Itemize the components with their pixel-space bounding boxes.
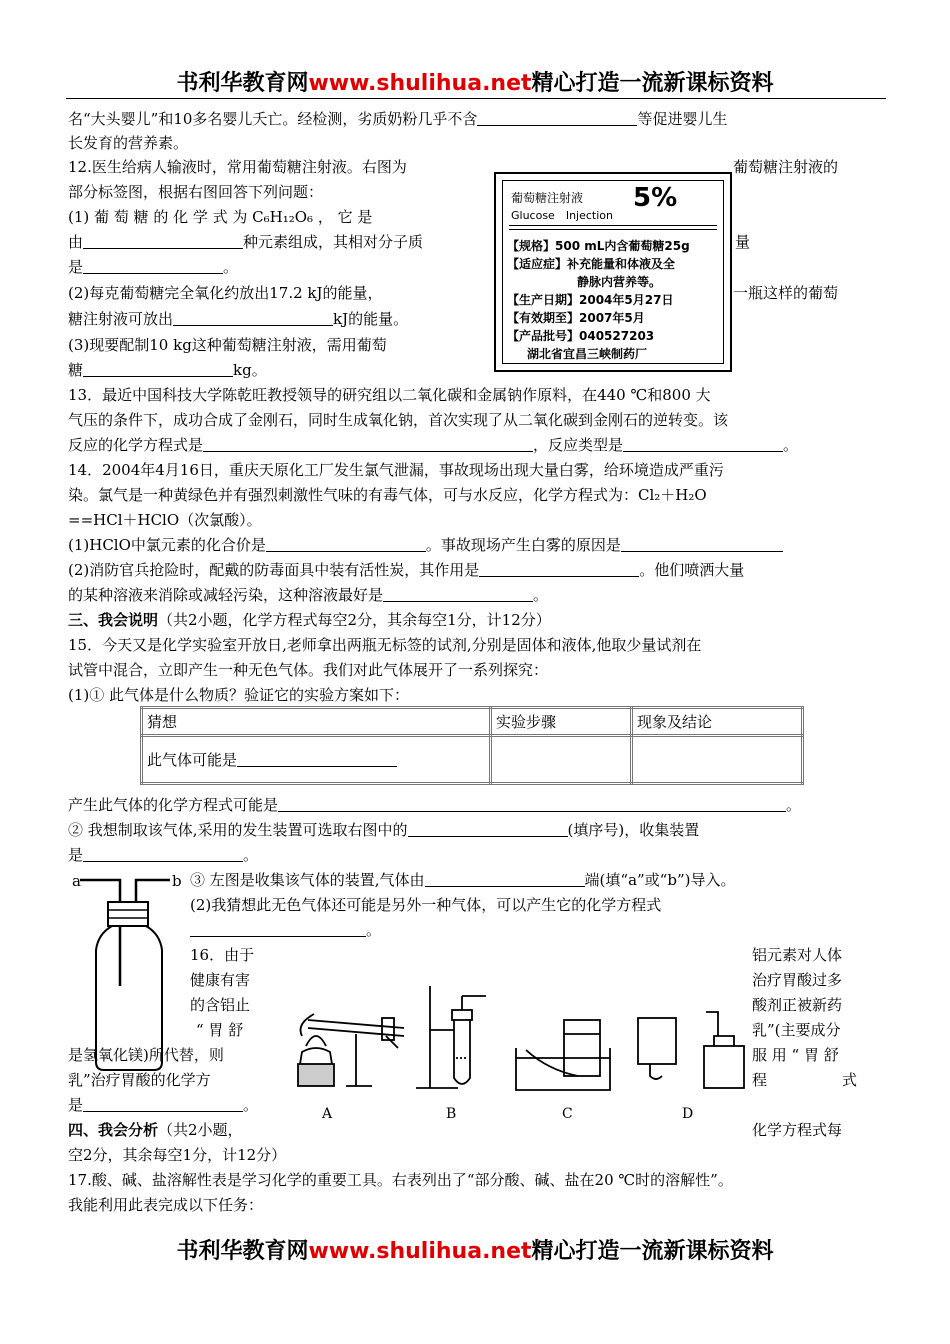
text-line: 糖注射液可放出 kJ的能量。 <box>68 310 409 328</box>
text-line: 产生此气体的化学方程式可能是 。 <box>68 796 802 814</box>
apparatus-figure <box>286 966 746 1126</box>
text-line: 气压的条件下，成功合成了金刚石，同时生成氧化钠，首次实现了从二氧化碳到金刚石的逆转变。该 <box>68 411 729 429</box>
text-line: 化学方程式每 <box>752 1121 843 1139</box>
text-line: 部分标签图，根据右图回答下列问题： <box>68 183 324 201</box>
text-line: 健康有害 <box>190 971 251 989</box>
svg-text:A: A <box>322 1106 333 1122</box>
text-line: (2)每克葡萄糖完全氧化约放出17.2 kJ的能量， <box>68 284 383 302</box>
text-line: 13．最近中国科技大学陈乾旺教授领导的研究组以二氧化碳和金属钠作原料，在440 ℃和800 大 <box>68 386 711 404</box>
label-spec: 【规格】500 mL内含葡萄糖25g <box>507 239 690 253</box>
text-line: (1) 葡 萄 糖 的 化 学 式 为 C₆H₁₂O₆ ， 它 是 <box>68 208 373 226</box>
experiment-table <box>140 706 804 785</box>
label-expiry: 【有效期至】2007年5月 <box>507 311 645 325</box>
glucose-label-card: 葡萄糖注射液 5% Glucose Injection 【规格】500 mL内含葡萄糖25g 【适应症】补充能量和体液及全 静脉内营养等。 【生产日期】2004年5月27日 【有效期至】2007年5月 【产品批号】040527203 湖北省宜昌三峡制药厂 <box>494 172 732 372</box>
text-line: 12.医生给病人输液时，常用葡萄糖注射液。右图为 <box>68 158 407 176</box>
text-line: 的含铝止 <box>190 996 251 1014</box>
text-line: 14．2004年4月16日，重庆天原化工厂发生氯气泄漏，事故现场出现大量白雾，给环境造成严重污 <box>68 461 724 479</box>
text-line: ② 我想制取该气体,采用的发生装置可选取右图中的 (填序号)，收集装置 <box>68 821 700 839</box>
text-line: ③ 左图是收集该气体的装置,气体由 端(填“a”或“b”)导入。 <box>190 871 736 889</box>
text-line: 糖 kg。 <box>68 361 267 379</box>
table-header: 现象及结论 <box>632 708 803 736</box>
text-line: “ 胃 舒 <box>196 1021 244 1039</box>
page-header: 书利华教育网www.shulihua.net精心打造一流新课标资料 <box>176 71 774 96</box>
page-footer: 书利华教育网www.shulihua.net精心打造一流新课标资料 <box>176 1239 774 1264</box>
text-line: 是 。 <box>68 846 259 864</box>
text-line: 由 种元素组成，其相对分子质 <box>68 233 424 251</box>
text-line: 反应的化学方程式是 ，反应类型是 。 <box>68 436 799 454</box>
text-line: 15．今天又是化学实验室开放日,老师拿出两瓶无标签的试剂,分别是固体和液体,他取少量试剂在 <box>68 636 702 654</box>
text-line: (2)我猜想此无色气体还可能是另外一种气体，可以产生它的化学方程式 <box>190 896 662 914</box>
text-line: 葡萄糖注射液的 <box>733 158 839 176</box>
text-line: (1)① 此气体是什么物质？验证它的实验方案如下： <box>68 686 410 704</box>
table-cell: 此气体可能是 <box>142 736 491 784</box>
svg-text:D: D <box>682 1106 694 1122</box>
text-line: 我能利用此表完成以下任务： <box>68 1196 264 1214</box>
header-rule <box>66 98 886 99</box>
label-prod-date: 【生产日期】2004年5月27日 <box>507 293 674 307</box>
text-line: (2)消防官兵抢险时，配戴的防毒面具中装有活性炭，其作用是 。他们喷洒大量 <box>68 561 745 579</box>
text-line: (1)HClO中氯元素的化合价是 。事故现场产生白雾的原因是 <box>68 534 783 556</box>
text-line: 乳”治疗胃酸的化学方 <box>68 1071 211 1089</box>
text-line: 空2分，其余每空1分，计12分） <box>68 1146 287 1164</box>
section-four-title: 四、我会分析（共2小题， <box>68 1121 243 1139</box>
text-line: 是 。 <box>68 1096 259 1114</box>
text-line: 是氢氧化镁)所代替，则 <box>68 1046 224 1064</box>
svg-text:b: b <box>172 872 182 890</box>
table-cell[interactable] <box>632 736 803 784</box>
label-indication: 【适应症】补充能量和体液及全 <box>507 257 676 271</box>
table-header: 实验步骤 <box>491 708 632 736</box>
text-line: 治疗胃酸过多 <box>752 971 843 989</box>
label-english: Glucose Injection <box>511 209 613 222</box>
text-line: 名“大头婴儿”和10多名婴儿夭亡。经检测，劣质奶粉几乎不含 等促进婴儿生 <box>68 110 728 128</box>
text-line: 17.酸、碱、盐溶解性表是学习化学的重要工具。右表列出了“部分酸、碱、盐在20 ℃时的溶解性”。 <box>68 1171 733 1189</box>
text-line: 染。氯气是一种黄绿色并有强烈刺激性气味的有毒气体，可与水反应，化学方程式为：Cl₂＋H₂O <box>68 486 707 504</box>
text-line: 铝元素对人体 <box>752 946 843 964</box>
table-header: 猜想 <box>142 708 491 736</box>
site-url[interactable]: www.shulihua.net <box>308 1239 532 1264</box>
text-line: 乳”(主要成分 <box>752 1021 841 1039</box>
text-line: 是 。 <box>68 258 239 276</box>
label-maker: 湖北省宜昌三峡制药厂 <box>527 347 648 361</box>
text-line: 16．由于 <box>190 946 255 964</box>
text-line: 酸剂正被新药 <box>752 996 843 1014</box>
text-line: (3)现要配制10 kg这种葡萄糖注射液，需用葡萄 <box>68 336 387 354</box>
text-line: 程 式 <box>752 1071 858 1089</box>
svg-text:a: a <box>72 872 81 890</box>
text-line: 的某种溶液来消除或减轻污染，这种溶液最好是 。 <box>68 586 549 604</box>
label-product-name: 葡萄糖注射液 <box>511 191 584 205</box>
text-line: 一瓶这样的葡萄 <box>733 284 839 302</box>
site-url[interactable]: www.shulihua.net <box>308 71 532 96</box>
text-line: 量 <box>735 233 751 251</box>
text-line: 。 <box>190 919 381 941</box>
table-cell[interactable] <box>491 736 632 784</box>
label-percent: 5% <box>633 183 678 213</box>
section-three-title: 三、我会说明（共2小题，化学方程式每空2分，其余每空1分，计12分） <box>68 611 551 629</box>
svg-text:C: C <box>562 1106 573 1122</box>
text-line: ==HCl＋HClO（次氯酸）。 <box>68 511 262 529</box>
svg-text:B: B <box>446 1106 457 1122</box>
text-line: 试管中混合，立即产生一种无色气体。我们对此气体展开了一系列探究： <box>68 661 549 679</box>
text-line: 服 用 “ 胃 舒 <box>752 1046 839 1064</box>
text-line: 长发育的营养素。 <box>68 134 189 152</box>
label-batch: 【产品批号】040527203 <box>507 329 655 343</box>
